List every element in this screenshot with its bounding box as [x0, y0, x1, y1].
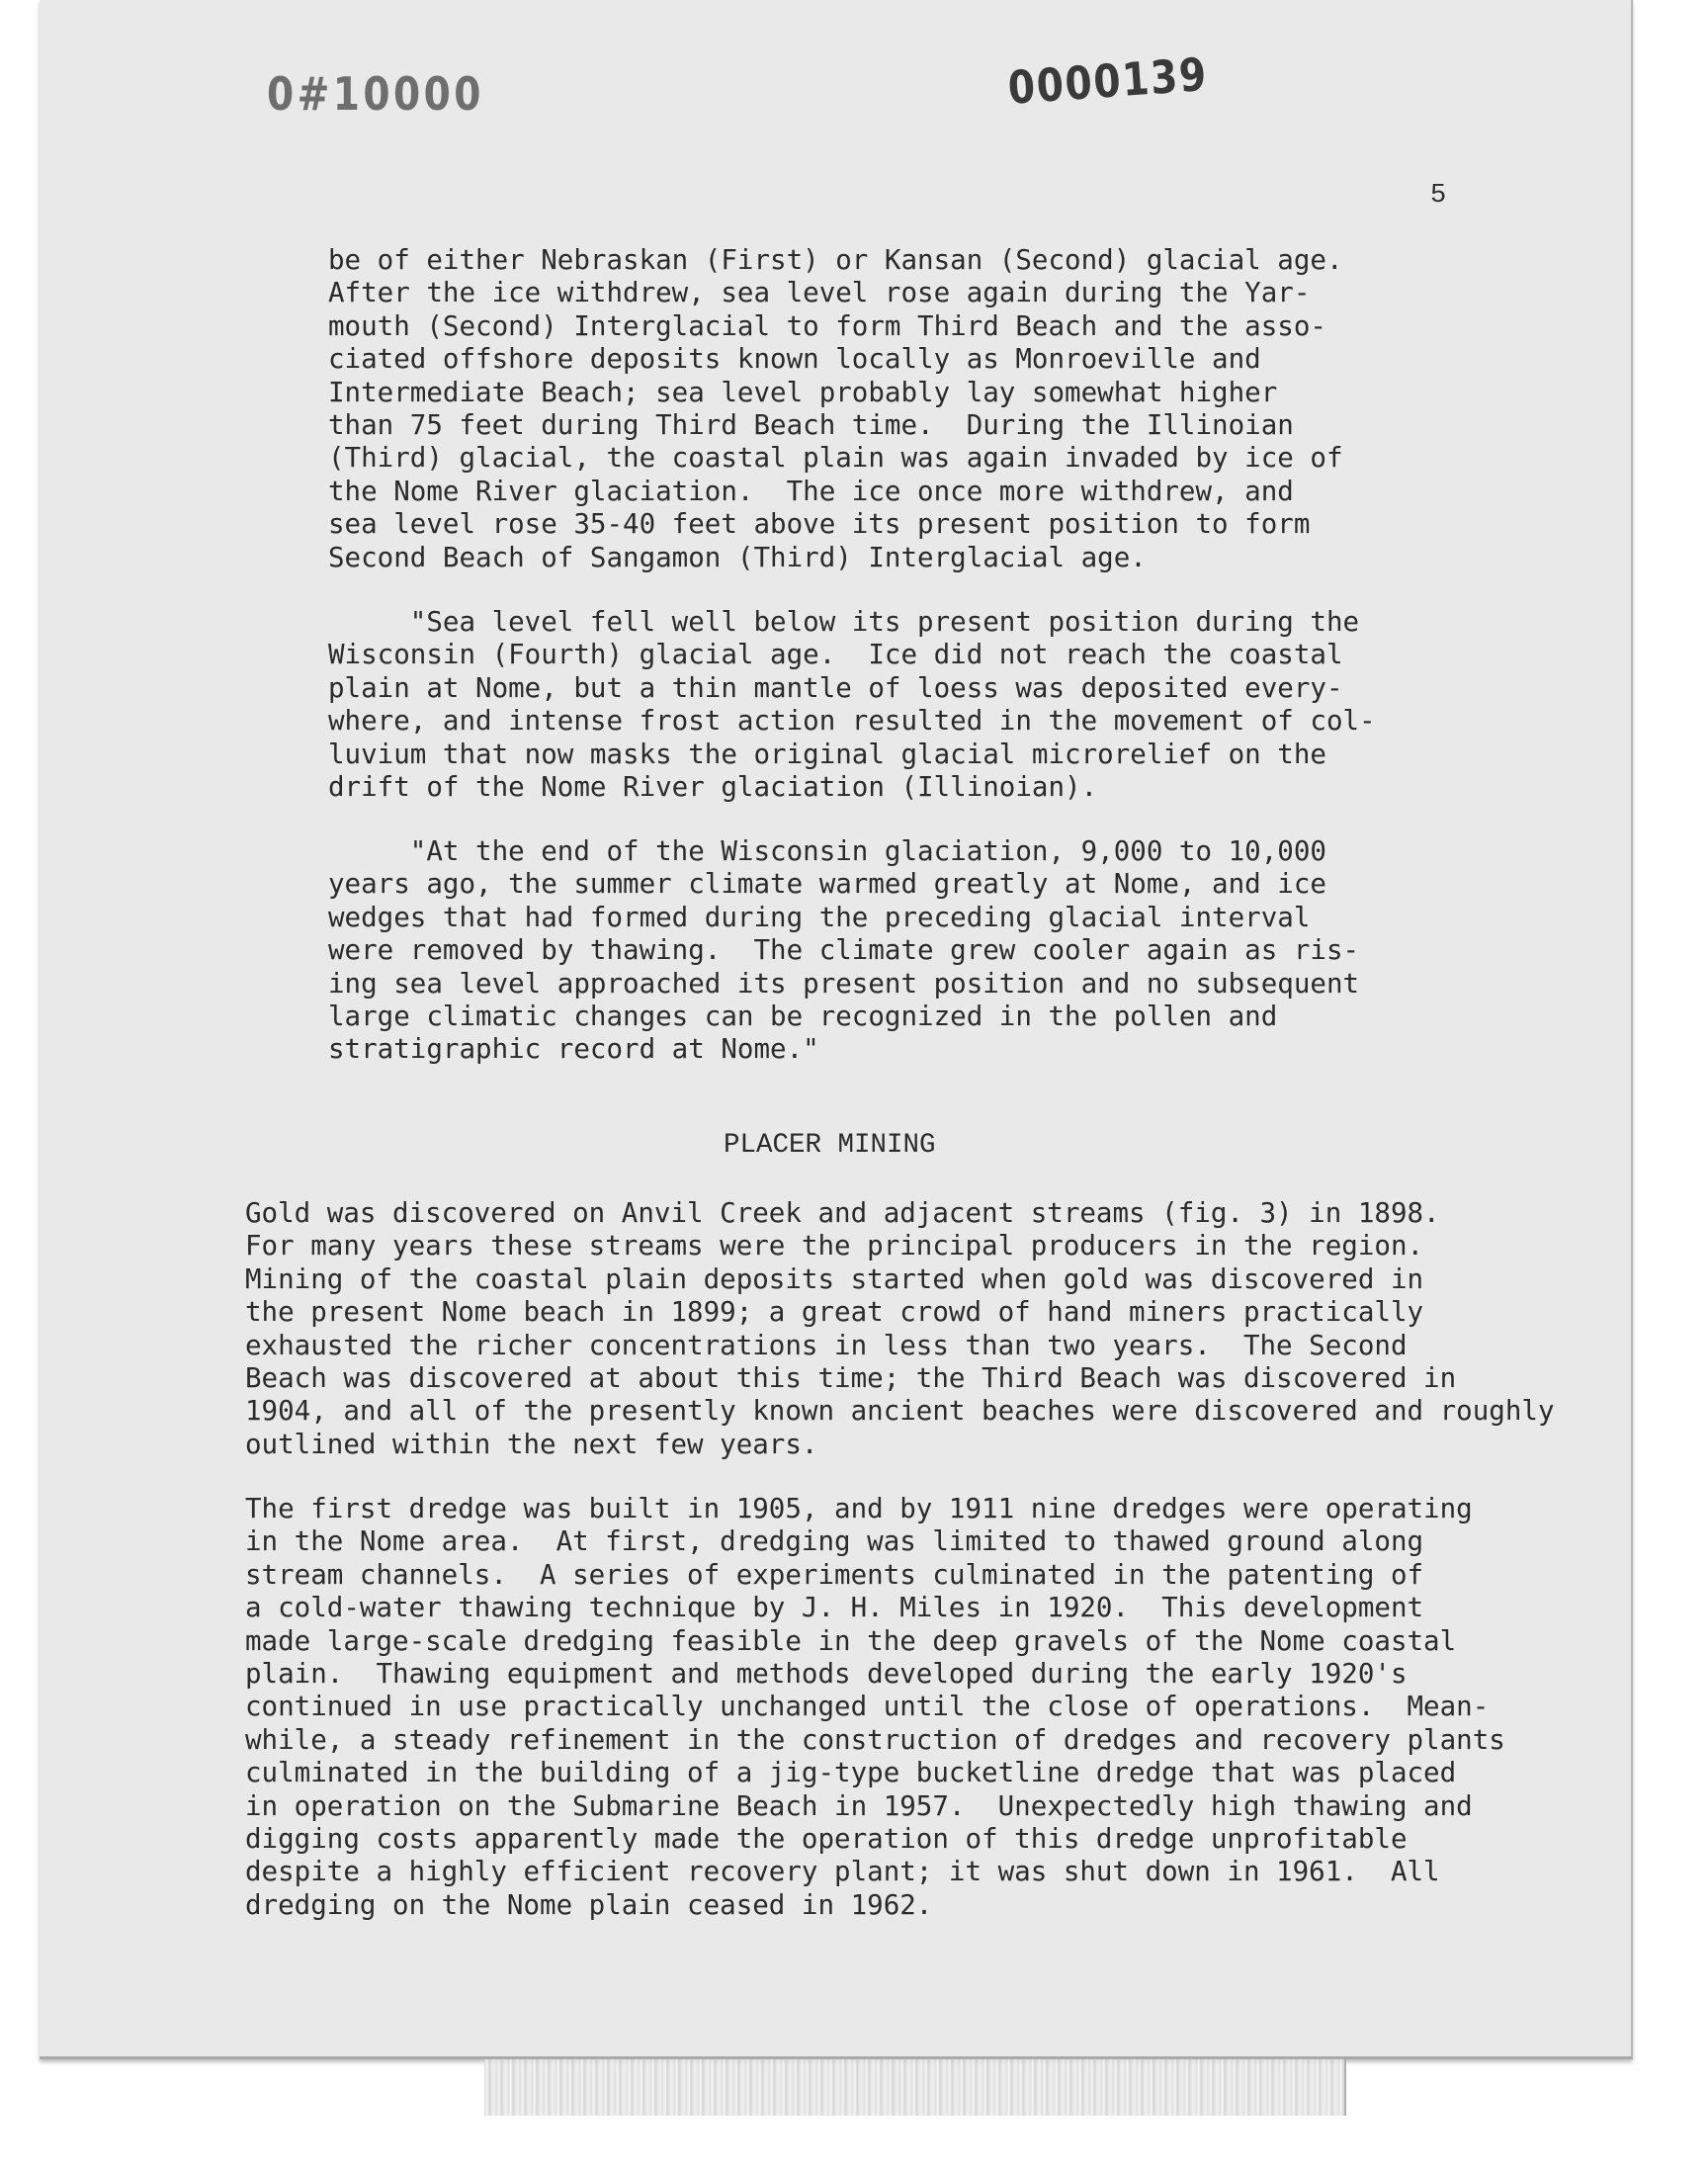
section-heading: PLACER MINING [724, 1130, 936, 1161]
quoted-paragraph-2: "Sea level fell well below its present position during the Wisconsin (Fourth) glacial age. Ice did not reach the coastal plain at Nome, but a thin mantle of loess was deposited every- where, and intense frost action resulted in the movement of col- luvium that now masks the original glacial microrelief on the drift of the Nome River glaciation (Illinoian). [328, 606, 1376, 804]
page-number: 5 [1430, 181, 1447, 211]
body-paragraph-2: The first dredge was built in 1905, and by 1911 nine dredges were operating in the Nome area. At first, dredging was limited to thawed ground along stream channels. A series of experiments culminated in the patenting of a cold-water thawing technique by J. H. Miles in 1920. This development made large-scale dredging feasible in the deep gravels of the Nome coastal plain. Thawing equipment and methods developed during the early 1920's continued in use practically unchanged until the close of operations. Mean- while, a steady refinement in the construction of dredges and recovery plants culminated in the building of a jig-type bucketline dredge that was placed in operation on the Submarine Beach in 1957. Unexpectedly high thawing and digging costs apparently made the operation of this dredge unprofitable despite a highly efficient recovery plant; it was shut down in 1961. All dredging on the Nome plain ceased in 1962. [245, 1493, 1505, 1921]
page-serial-stamp: 0000139 [1006, 46, 1210, 115]
quoted-paragraph-3: "At the end of the Wisconsin glaciation, 9,000 to 10,000 years ago, the summer climate warmed greatly at Nome, and ice wedges that had formed during the preceding glacial interval were removed by thawing. The climate grew cooler again as ris- ing sea level approached its present position and no subsequent large climatic changes can be recognized in the pollen and stratigraphic record at Nome." [328, 835, 1360, 1066]
quoted-paragraph-1: be of either Nebraskan (First) or Kansan (Second) glacial age. After the ice withdrew, sea level rose again during the Yar- mouth (Second) Interglacial to form Third Beach and the asso- ciated offshore deposits known locally as Monroeville and Intermediate Beach; sea level probably lay somewhat higher than 75 feet during Third Beach time. During the Illinoian (Third) glacial, the coastal plain was again invaded by ice of the Nome River glaciation. The ice once more withdrew, and sea level rose 35-40 feet above its present position to form Second Beach of Sangamon (Third) Interglacial age. [328, 244, 1343, 573]
scan-edge-artifact [484, 2059, 1344, 2116]
body-paragraph-1: Gold was discovered on Anvil Creek and adjacent streams (fig. 3) in 1898. For many years these streams were the principal producers in the region. Mining of the coastal plain deposits started when gold was discovered in the present Nome beach in 1899; a great crowd of hand miners practically exhausted the richer concentrations in less than two years. The Second Beach was discovered at about this time; the Third Beach was discovered in 1904, and all of the presently known ancient beaches were discovered and roughly outlined within the next few years. [245, 1197, 1555, 1460]
document-id-stamp: 0#10000 [267, 67, 484, 121]
scan-edge-line [1344, 2059, 1346, 2116]
